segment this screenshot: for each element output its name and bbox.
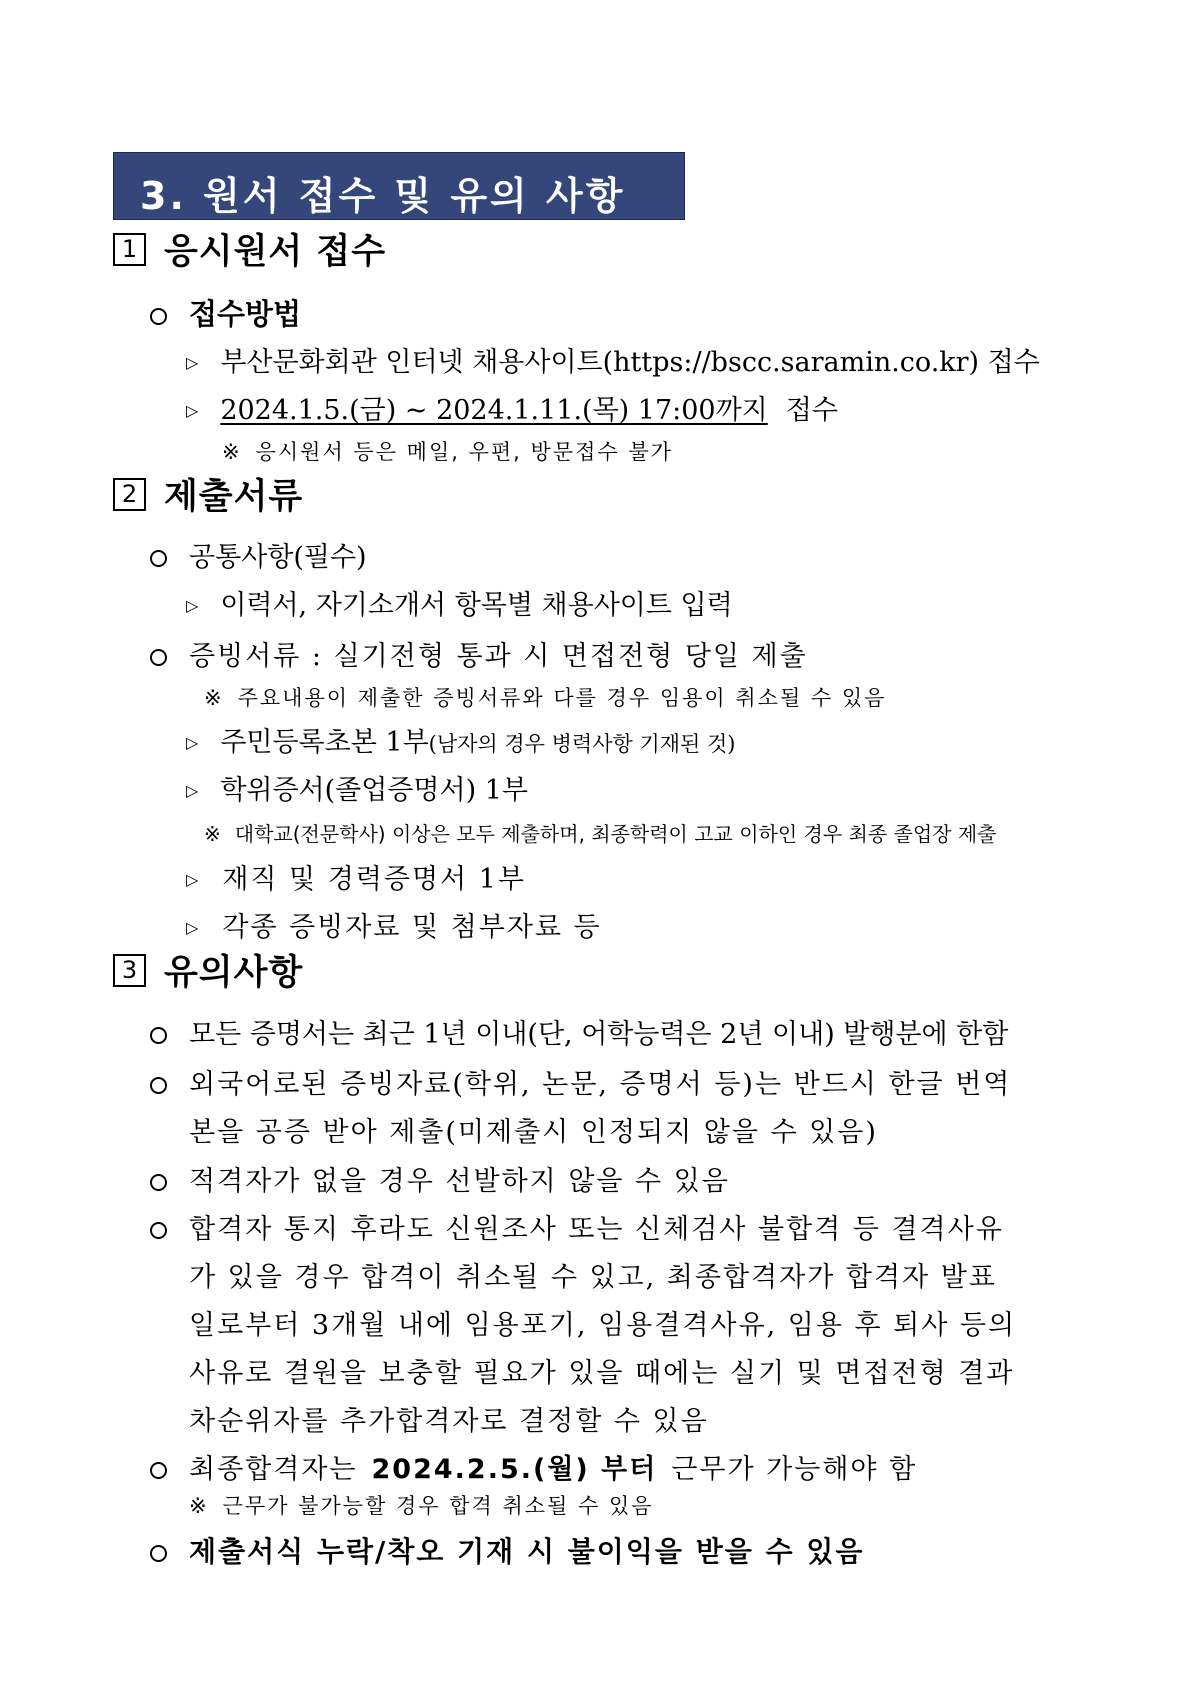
evidence-note: 주요내용이 제출한 증빙서류와 다를 경우 임용이 취소될 수 있음: [237, 686, 887, 710]
section-title: 유의사항: [164, 953, 304, 993]
circle-bullet-icon: [150, 1545, 167, 1562]
evidence-item-main: 재직 및 경력증명서 1부: [222, 864, 526, 895]
triangle-bullet-icon: ▷: [186, 870, 201, 889]
method-title: 접수방법: [189, 297, 302, 331]
circle-bullet-icon: [150, 1027, 167, 1044]
note-mark: ※: [189, 1494, 209, 1518]
triangle-bullet-icon: ▷: [186, 353, 199, 372]
section-number-box: 3: [113, 954, 146, 987]
note-text: 응시원서 등은 메일, 우편, 방문접수 불가: [255, 440, 673, 464]
section-header-banner: [113, 152, 685, 220]
circle-bullet-icon: [150, 1174, 167, 1191]
notice-5-pre: 최종합격자는: [189, 1454, 358, 1485]
section-number-box: 1: [113, 233, 146, 266]
note-line: [204, 682, 886, 712]
note-mark: ※: [204, 686, 224, 710]
site-text: 부산문화회관 인터넷 채용사이트(https://bscc.saramin.co.kr) 접수: [220, 347, 1040, 378]
bullet-item: [150, 1159, 730, 1198]
bullet-item: [150, 535, 367, 574]
sub-item: [186, 583, 733, 622]
notice-4-line-4: 사유로 결원을 보충할 필요가 있을 때에는 실기 및 면접전형 결과: [189, 1358, 1015, 1389]
circle-bullet-icon: [150, 1222, 167, 1239]
evidence-item-main: 주민등록초본 1부: [220, 727, 429, 758]
notice-4-line-3: 일로부터 3개월 내에 임용포기, 임용결격사유, 임용 후 퇴사 등의: [189, 1310, 1017, 1341]
common-title: 공통사항(필수): [189, 542, 367, 573]
section-title: 응시원서 접수: [164, 232, 387, 272]
notice-2-line-2: 본을 공증 받아 제출(미제출시 인정되지 않을 수 있음): [189, 1117, 878, 1148]
circle-bullet-icon: [150, 550, 167, 567]
note-line: [189, 1490, 654, 1520]
evidence-item-main: 학위증서(졸업증명서) 1부: [220, 775, 528, 806]
triangle-bullet-icon: ▷: [186, 733, 199, 752]
continuation-line: [189, 1110, 878, 1149]
notice-4-line-1: 합격자 통지 후라도 신원조사 또는 신체검사 불합격 등 결격사유: [189, 1214, 1004, 1245]
notice-5-note: 근무가 불가능할 경우 합격 취소될 수 있음: [222, 1494, 654, 1518]
period-suffix: 접수: [785, 395, 838, 426]
bullet-item: [150, 1447, 917, 1486]
triangle-bullet-icon: ▷: [186, 781, 199, 800]
triangle-bullet-icon: ▷: [186, 401, 199, 420]
sub-item: [186, 905, 602, 944]
evidence-item-main: 각종 증빙자료 및 첨부자료 등: [222, 912, 602, 943]
bullet-item: [150, 1062, 1011, 1101]
sub-item: [186, 857, 526, 896]
section-number-box: 2: [113, 478, 146, 511]
notice-5-post: 근무가 가능해야 함: [671, 1454, 918, 1485]
section-header-title: 3. 원서 접수 및 유의 사항: [140, 174, 626, 218]
notice-4-line-2: 가 있을 경우 합격이 취소될 수 있고, 최종합격자가 합격자 발표: [189, 1262, 997, 1293]
continuation-line: [189, 1255, 997, 1294]
circle-bullet-icon: [150, 1077, 167, 1094]
degree-note: 대학교(전문학사) 이상은 모두 제출하며, 최종학력이 고교 이하인 경우 최종 졸업장 제출: [234, 822, 997, 846]
bullet-item: [150, 634, 808, 673]
circle-bullet-icon: [150, 649, 167, 666]
triangle-bullet-icon: ▷: [186, 596, 199, 615]
notice-5-bold: 2024.2.5.(월) 부터: [371, 1454, 658, 1485]
bullet-item: [150, 1207, 1004, 1246]
bullet-item: [150, 1530, 864, 1570]
bullet-item: [150, 292, 301, 333]
notice-3: 적격자가 없을 경우 선발하지 않을 수 있음: [189, 1166, 730, 1197]
section-2-heading: [113, 474, 304, 517]
notice-2-line-1: 외국어로된 증빙자료(학위, 논문, 증명서 등)는 반드시 한글 번역: [189, 1069, 1012, 1100]
note-mark: ※: [222, 440, 242, 464]
notice-1: 모든 증명서는 최근 1년 이내(단, 어학능력은 2년 이내) 발행분에 한함: [189, 1019, 1009, 1050]
circle-bullet-icon: [150, 1462, 167, 1479]
notice-4-line-5: 차순위자를 추가합격자로 결정할 수 있음: [189, 1406, 709, 1437]
circle-bullet-icon: [150, 308, 167, 325]
notice-6: 제출서식 누락/착오 기재 시 불이익을 받을 수 있음: [189, 1535, 865, 1568]
note-line: [204, 818, 997, 847]
sub-item: [186, 768, 528, 807]
evidence-title: 증빙서류 : 실기전형 통과 시 면접전형 당일 제출: [189, 641, 808, 672]
sub-item: [186, 340, 1040, 379]
note-mark: ※: [204, 822, 221, 846]
triangle-bullet-icon: ▷: [186, 918, 201, 937]
section-3-heading: [113, 950, 304, 993]
section-1-heading: [113, 229, 387, 272]
note-line: [222, 436, 673, 466]
evidence-item-sub: (남자의 경우 병력사항 기재된 것): [428, 732, 736, 756]
continuation-line: [189, 1351, 1014, 1390]
section-title: 제출서류: [164, 477, 304, 517]
period-underlined: 2024.1.5.(금) ~ 2024.1.11.(목) 17:00까지: [220, 395, 768, 426]
sub-item: [186, 720, 735, 759]
sub-item: [186, 388, 838, 427]
bullet-item: [150, 1012, 1008, 1051]
continuation-line: [189, 1399, 709, 1438]
continuation-line: [189, 1303, 1016, 1342]
common-item: 이력서, 자기소개서 항목별 채용사이트 입력: [220, 590, 733, 621]
